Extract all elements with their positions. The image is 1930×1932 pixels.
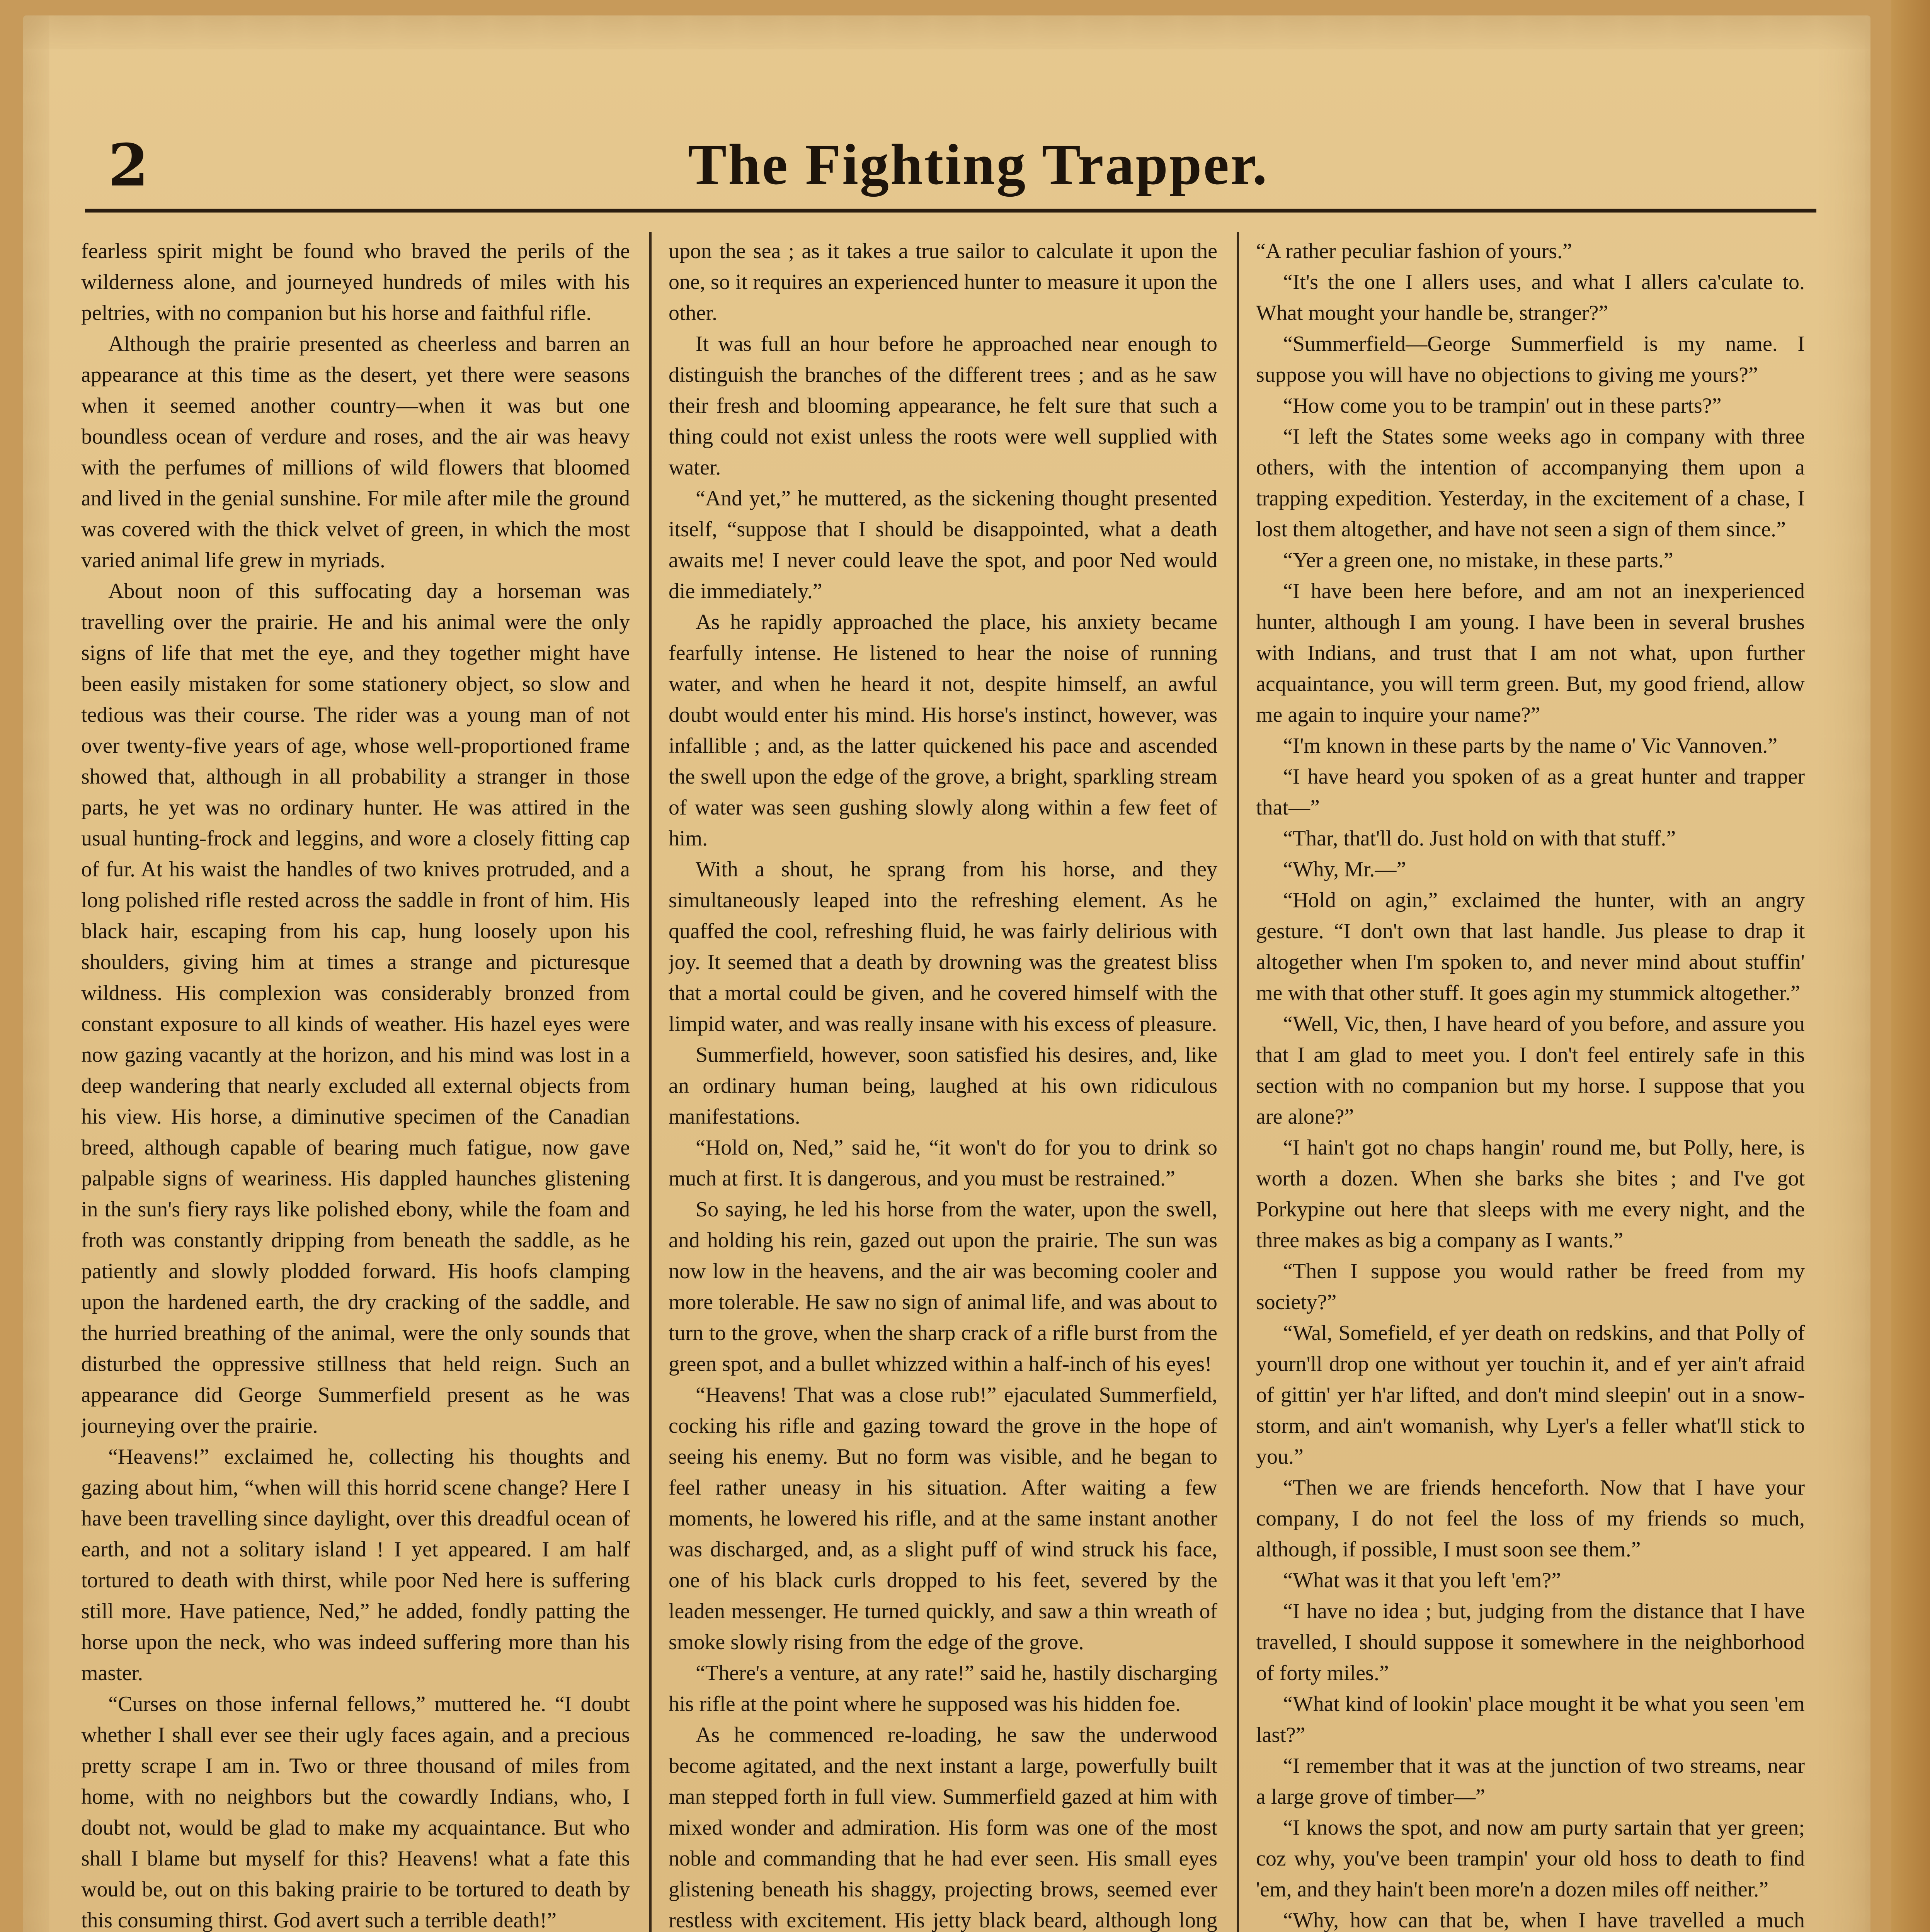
paragraph: Although the prairie presented as cheerless and barren an appearance at this time as the desert, yet there were seasons when it seemed another country—when it was but one boundless ocean of verdure and roses, and the air was heavy with the perfumes of millions of wild flowers that bloomed and lived in the genial sunshine. For mile after mile the ground was covered with the thick velvet of green, in which the most varied animal life grew in myriads.: [81, 332, 630, 572]
text-column-2: [669, 236, 1217, 1932]
paragraph: “Thar, that'll do. Just hold on with that stuff.”: [1283, 827, 1676, 850]
paragraph: “I have been here before, and am not an inexperienced hunter, although I am young. I have been in several brushes with Indians, and trust that I am not what, upon further acquaintance, you will term green. But, my good friend, allow me again to inquire your name?”: [1256, 579, 1805, 727]
paragraph: “There's a venture, at any rate!” said he, hastily discharging his rifle at the point where he supposed was his hidden foe.: [669, 1661, 1217, 1716]
paragraph: “Heavens!” exclaimed he, collecting his thoughts and gazing about him, “when will this horrid scene change? Here I have been travelling since daylight, over this dreadful ocean of earth, and not a solitary island ! I yet appeared. I am half tortured to death with thirst, while poor Ned here is suffering still more. Have patience, Ned,” he added, fondly patting the horse upon the neck, who was indeed suffering more than his master.: [81, 1445, 630, 1685]
text-column-1: [81, 236, 630, 1932]
paragraph: “It's the one I allers uses, and what I allers ca'culate to. What mought your handle be, stranger?”: [1256, 270, 1805, 325]
paragraph: “I left the States some weeks ago in company with three others, with the intention of accompanying them upon a trapping expedition. Yesterday, in the excitement of a chase, I lost them altogether, and have not seen a sign of them since.”: [1256, 425, 1805, 541]
paragraph: “Why, how can that be, when I have travelled a much: [1283, 1908, 1805, 1932]
paragraph: “Summerfield—George Summerfield is my name. I suppose you will have no objections to giving me yours?”: [1256, 332, 1805, 387]
paragraph: About noon of this suffocating day a horseman was travelling over the prairie. He and his animal were the only signs of life that met the eye, and they together might have been easily mistaken for some stationery object, so slow and tedious was their course. The rider was a young man of not over twenty-five years of age, whose well-proportioned frame showed that, although in all probability a stranger in those parts, he yet was no ordinary hunter. He was attired in the usual hunting-frock and leggins, and wore a closely fitting cap of fur. At his waist the handles of two knives protruded, and a long polished rifle rested across the saddle in front of him. His black hair, escaping from his cap, hung loosely upon his shoulders, giving him at times a strange and picturesque wildness. His complexion was considerably bronzed from constant exposure to all kinds of weather. His hazel eyes were now gazing vacantly at the horizon, and his mind was lost in a deep wandering that nearly excluded all external objects from his view. His horse, a diminutive specimen of the Canadian breed, although capable of bearing much fatigue, now gave palpable signs of weariness. His dappled haunches glistening in the sun's fiery rays like polished ebony, while the foam and froth was constantly dripping from beneath the saddle, as he patiently and slowly plodded forward. His hoofs clamping upon the hardened earth, the dry cracking of the saddle, and the hurried breathing of the animal, were the only sounds that disturbed the oppressive stillness that held reign. Such an appearance did George Summerfield present as he was journeying over the prairie.: [81, 579, 630, 1438]
paragraph: “I have heard you spoken of as a great hunter and trapper that—”: [1256, 765, 1805, 820]
paragraph: Summerfield, however, soon satisfied his desires, and, like an ordinary human being, laughed at his own ridiculous manifestations.: [669, 1043, 1217, 1129]
page-header: [23, 131, 1870, 205]
paragraph: “Why, Mr.—”: [1283, 857, 1406, 881]
paragraph: “I have no idea ; but, judging from the distance that I have travelled, I should suppose it somewhere in the neighborhood of forty miles.”: [1256, 1599, 1805, 1685]
next-page-edge: [1891, 0, 1930, 1932]
paragraph: As he commenced re-loading, he saw the underwood become agitated, and the next instant a large, powerfully built man stepped forth in full view. Summerfield gazed at him with mixed wonder and admiration. His form was one of the most noble and commanding that he had ever seen. His small eyes glistening beneath his shaggy, projecting brows, seemed ever restless with excitement. His jetty black beard, although long: [669, 1723, 1217, 1932]
running-title: The Fighting Trapper.: [688, 133, 1269, 197]
paragraph: So saying, he led his horse from the water, upon the swell, and holding his rein, gazed out upon the prairie. The sun was now low in the heavens, and the air was becoming cooler and more tolerable. He saw no sign of animal life, and was about to turn to the grove, when the sharp crack of a rifle burst from the green spot, and a bullet whizzed within a half-inch of his eyes!: [669, 1197, 1217, 1376]
paragraph: “What was it that you left 'em?”: [1283, 1568, 1561, 1592]
paragraph: As he rapidly approached the place, his anxiety became fearfully intense. He listened to hear the noise of running water, and when he heard it not, despite himself, an awful doubt would enter his mind. His horse's instinct, however, was infallible ; and, as the latter quickened his pace and ascended the swell upon the edge of the grove, a bright, sparkling stream of water was seen gushing slowly along within a few feet of him.: [669, 610, 1217, 850]
paragraph: “I remember that it was at the junction of two streams, near a large grove of timber—”: [1256, 1754, 1805, 1809]
text-column-3: [1256, 236, 1805, 1932]
paragraph: It was full an hour before he approached near enough to distinguish the branches of the different trees ; and as he saw their fresh and blooming appearance, he felt sure that such a thing could not exist unless the roots were well supplied with water.: [669, 332, 1217, 480]
paragraph: “A rather peculiar fashion of yours.”: [1256, 239, 1572, 263]
paragraph: “I knows the spot, and now am purty sartain that yer green; coz why, you've been trampin' your old hoss to death to find 'em, and they hain't been more'n a dozen miles off neither.”: [1256, 1816, 1805, 1901]
paragraph: With a shout, he sprang from his horse, and they simultaneously leaped into the refreshing element. As he quaffed the cool, refreshing fluid, he was fairly delirious with joy. It seemed that a death by drowning was the greatest bliss that a mortal could be given, and he covered himself with the limpid water, and was really insane with his excess of pleasure.: [669, 857, 1217, 1036]
page-number: 2: [108, 131, 149, 199]
paragraph: “Well, Vic, then, I have heard of you before, and assure you that I am glad to meet you. I don't feel entirely safe in this section with no companion but my horse. I suppose that you are alone?”: [1256, 1012, 1805, 1129]
paragraph: “I'm known in these parts by the name o' Vic Vannoven.”: [1283, 734, 1778, 758]
paragraph: “Wal, Somefield, ef yer death on redskins, and that Polly of yourn'll drop one without yer touchin it, and ef yer ain't afraid of gittin' yer h'ar lifted, and don't mind sleepin' out in a snow-storm, and ain't womanish, why Lyer's a feller what'll stick to you.”: [1256, 1321, 1805, 1469]
column-divider: [1237, 232, 1239, 1932]
paragraph: upon the sea ; as it takes a true sailor to calculate it upon the one, so it requires an experienced hunter to measure it upon the other.: [669, 239, 1217, 325]
paragraph: “Then we are friends henceforth. Now that I have your company, I do not feel the loss of my friends so much, although, if possible, I must soon see them.”: [1256, 1476, 1805, 1561]
paragraph: “Heavens! That was a close rub!” ejaculated Summerfield, cocking his rifle and gazing toward the grove in the hope of seeing his enemy. But no form was visible, and he began to feel rather uneasy in his situation. After waiting a few moments, he lowered his rifle, and at the same instant another was discharged, and, as a slight puff of wind struck his face, one of his black curls dropped to his feet, severed by the leaden messenger. He turned quickly, and saw a thin wreath of smoke slowly rising from the edge of the grove.: [669, 1383, 1217, 1654]
paragraph: “Curses on those infernal fellows,” muttered he. “I doubt whether I shall ever see their ugly faces again, and a precious pretty scrape I am in. Two or three thousand of miles from home, with no neighbors but the cowardly Indians, who, I doubt not, would be glad to make my acquaintance. But who shall I blame but myself for this? Heavens! what a fate this would be, out on this baking prairie to be tortured to death by this consuming thirst. God avert such a terrible death!”: [81, 1692, 630, 1932]
header-rule: [85, 209, 1816, 213]
column-divider: [649, 232, 652, 1932]
paragraph: “And yet,” he muttered, as the sickening thought presented itself, “suppose that I should be disappointed, what a death awaits me! I never could leave the spot, and poor Ned would die immediately.”: [669, 486, 1217, 603]
paragraph: “What kind of lookin' place mought it be what you seen 'em last?”: [1256, 1692, 1805, 1747]
paragraph: “Then I suppose you would rather be freed from my society?”: [1256, 1259, 1805, 1314]
newspaper-page: [23, 15, 1870, 1932]
paragraph: “Yer a green one, no mistake, in these parts.”: [1283, 548, 1673, 572]
paragraph: “How come you to be trampin' out in these parts?”: [1283, 394, 1722, 418]
paragraph: “Hold on agin,” exclaimed the hunter, with an angry gesture. “I don't own that last handle. Jus please to drap it altogether when I'm spoken to, and never mind about stuffin' me with that other stuff. It goes agin my stummick altogether.”: [1256, 888, 1805, 1005]
paragraph: “I hain't got no chaps hangin' round me, but Polly, here, is worth a dozen. When she barks she bites ; and I've got Porkypine out here that sleeps with me every night, and the three makes as big a company as I wants.”: [1256, 1136, 1805, 1252]
paragraph: “Hold on, Ned,” said he, “it won't do for you to drink so much at first. It is dangerous, and you must be restrained.”: [669, 1136, 1217, 1190]
paragraph: fearless spirit might be found who braved the perils of the wilderness alone, and journeyed hundreds of miles with his peltries, with no companion but his horse and faithful rifle.: [81, 239, 630, 325]
